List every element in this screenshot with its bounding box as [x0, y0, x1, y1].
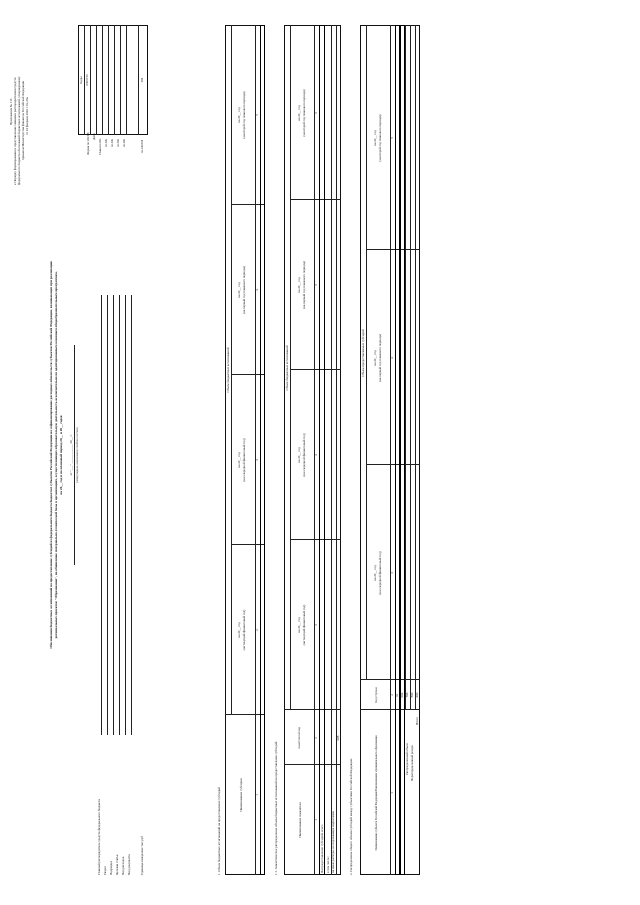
- row-divider: [314, 25, 315, 875]
- units-label: Единица измерения: тыс.руб: [140, 836, 144, 875]
- field-label: Главный распорядитель средств федерального бюджета: [97, 799, 101, 875]
- col-header-period: (на второй год планового периода): [378, 114, 382, 162]
- group-header: Объем бюджетных ассигнований: [225, 347, 230, 393]
- col-divider: [290, 540, 341, 541]
- field-label: Раздел: [103, 865, 107, 875]
- col-header-year: на 20__ год: [373, 130, 377, 146]
- field-label: Подраздел: [109, 860, 113, 875]
- row-code: 002: [400, 692, 404, 698]
- appendix-line: приказом Министерства финансов Российской Федерации: [21, 80, 25, 160]
- title-date-line: от "___" ____________ 20__ г.: [69, 434, 73, 476]
- title-line-3: на 20__ год и на плановый период 20__ и 20__ годов: [59, 415, 63, 495]
- col-code-header: Аналитический код: [298, 727, 301, 749]
- codes-row-line: [102, 25, 103, 135]
- title-line-1: Обоснования бюджетных ассигнований на предоставление субсидий из федерального бюджета бюджетам субъектов Российской Федерации на софинансирование расходных обязательств субъектов Российской Федерации, возникающих при реализации: [49, 261, 53, 649]
- code-label: по БК: [116, 138, 120, 147]
- col-number: 5: [390, 137, 394, 139]
- codes-row-line: [96, 25, 97, 135]
- col-number: 4: [314, 454, 318, 456]
- okei-label: по ОКЕИ: [140, 140, 144, 153]
- form-okud-label: Форма по ОКУД: [86, 132, 90, 155]
- total-label: Распределенный объем: [405, 743, 409, 775]
- col-header-period: (на текущий финансовый год): [302, 604, 306, 646]
- appendix-line: к Порядку формирования и представления главными распорядителями средств: [13, 77, 17, 185]
- field-line: [113, 295, 114, 735]
- col-number: 2: [255, 629, 259, 631]
- code-label: по БК: [110, 138, 114, 147]
- col-header-period: (на текущий финансовый год): [242, 609, 246, 651]
- col-number: 3: [314, 624, 318, 626]
- row-label: На предоставление субсидий, всего: [319, 824, 324, 873]
- row-divider: [255, 25, 256, 875]
- row-divider: [415, 25, 416, 710]
- date-label: Дата: [92, 133, 96, 140]
- row-divider: [390, 25, 391, 875]
- col-header-period: (на первый год планового периода): [378, 334, 382, 382]
- col-number: 3: [390, 572, 394, 574]
- field-label: Вид расходов: [121, 856, 125, 875]
- row-divider: [405, 25, 406, 710]
- codes-row-line: [138, 25, 139, 135]
- col-header-period: (на первый год планового периода): [242, 266, 246, 314]
- col-number: 1: [255, 794, 259, 796]
- field-line: [101, 295, 102, 735]
- codes-row-line: [114, 25, 115, 135]
- col-header-year: на 20__ год: [237, 622, 241, 638]
- form-okud-code: 0505736: [85, 74, 89, 86]
- field-line: [107, 295, 108, 735]
- col-number: 1: [314, 819, 318, 821]
- col-header-year: на 20__ год: [373, 565, 377, 581]
- row-divider: [336, 25, 337, 875]
- col-divider: [366, 465, 420, 466]
- total-label: Итого: [415, 716, 419, 725]
- appendix-line: федерального бюджета обоснований бюджетных ассигнований, утвержденному: [17, 76, 21, 185]
- col-header-period: (на очередной финансовый год): [378, 551, 382, 595]
- section-2-title: 2. Распределение общего объема субсидий между субъектами Российской Федерации: [349, 758, 353, 875]
- section-1-1-table: [284, 25, 341, 875]
- row-divider: [366, 25, 367, 680]
- code-label: Глава по БК: [98, 138, 102, 155]
- codes-row-line: [120, 25, 121, 135]
- col-number: 1: [390, 792, 394, 794]
- col-divider: [366, 250, 420, 251]
- code-label: по БК: [122, 138, 126, 147]
- codes-header: Коды: [79, 76, 83, 84]
- codes-row-line: [108, 25, 109, 135]
- col-divider: [284, 710, 341, 711]
- col-header-year: на 20__ год: [297, 617, 301, 633]
- total-code: 800: [410, 692, 414, 698]
- col-number: 4: [390, 357, 394, 359]
- field-line: [131, 295, 132, 735]
- okei-code: 384: [140, 77, 144, 83]
- row-code: 01: [395, 693, 399, 697]
- appendix-line: Приложение № 113: [9, 98, 13, 125]
- section-1-1-total-row: [319, 25, 325, 875]
- group-header: Объем предоставляемых субсидий: [360, 329, 365, 377]
- col-name-header: Наименование субъекта Российской Федерации/Наименование муниципального образования: [374, 735, 378, 851]
- total-code: 700: [405, 692, 409, 698]
- col-header-year: на 20__ год: [297, 447, 301, 463]
- col-number: 6: [314, 112, 318, 114]
- section-1-1-title: 1.1. Аналитическое распределение объема бюджетных ассигнований на предоставление субсидий: [274, 741, 278, 875]
- col-number: 2: [314, 737, 318, 739]
- col-divider: [290, 370, 341, 371]
- row-code: 008: [336, 735, 340, 741]
- total-label: Нераспределенный резерв: [410, 745, 414, 781]
- group-header: Объем бюджетных ассигнований: [284, 345, 289, 391]
- title-note: (номер раздела, наименование пособия в системе): [76, 427, 79, 483]
- appendix-line: от 24 февраля 2020 г. № 23н: [25, 96, 29, 135]
- col-header-period: (на очередной финансовый год): [302, 433, 306, 477]
- col-divider: [284, 765, 341, 766]
- col-code-header: Код строки: [374, 687, 378, 703]
- col-header-period: (на очередной финансовый год): [242, 438, 246, 482]
- row-label: в том числе:: [326, 856, 330, 873]
- col-number: 2: [390, 694, 394, 696]
- row-divider: [331, 25, 332, 875]
- field-label: Вид документа: [127, 854, 131, 875]
- codes-row-line: [90, 25, 91, 135]
- col-header-period: (на второй год планового периода): [302, 89, 306, 137]
- code-label: по БК: [104, 138, 108, 147]
- col-number: 3: [255, 459, 259, 461]
- col-header-year: на 20__ год: [373, 350, 377, 366]
- col-header-year: на 20__ год: [297, 277, 301, 293]
- codes-row-line: [126, 25, 127, 135]
- row-divider: [231, 25, 232, 715]
- col-name-header: Наименование показателя: [298, 802, 302, 838]
- col-header-year: на 20__ год: [297, 105, 301, 121]
- section-1-title: 1. Объем бюджетных ассигнований на предоставление субсидий: [217, 787, 221, 875]
- field-label: Целевая статья: [115, 854, 119, 875]
- row-label: на иные расходы, не подлежащие индексации: [331, 810, 335, 873]
- title-line-2: региональных проектов "Образование", на обновление материально-технической базы в организациях, осуществляющих образовательную деятельность исключительно по адаптированным основным общеобразовательным программам,: [54, 271, 58, 639]
- field-line: [125, 295, 126, 735]
- col-header-period: (на первый год планового периода): [302, 261, 306, 309]
- field-line: [119, 295, 120, 735]
- col-number: 5: [314, 284, 318, 286]
- col-header-period: (на второй год планового периода): [242, 91, 246, 139]
- section-1-data-row: [260, 25, 265, 875]
- col-header-year: на 20__ год: [237, 282, 241, 298]
- col-divider: [290, 200, 341, 201]
- row-divider: [290, 25, 291, 710]
- col-number: 5: [255, 114, 259, 116]
- row-divider: [410, 25, 411, 710]
- col-header-year: на 20__ год: [237, 107, 241, 123]
- col-number: 4: [255, 289, 259, 291]
- date-underline: [74, 345, 75, 565]
- col-name-header: Наименование субсидии: [239, 778, 243, 812]
- total-code: 900: [415, 692, 419, 698]
- col-header-year: на 20__ год: [237, 452, 241, 468]
